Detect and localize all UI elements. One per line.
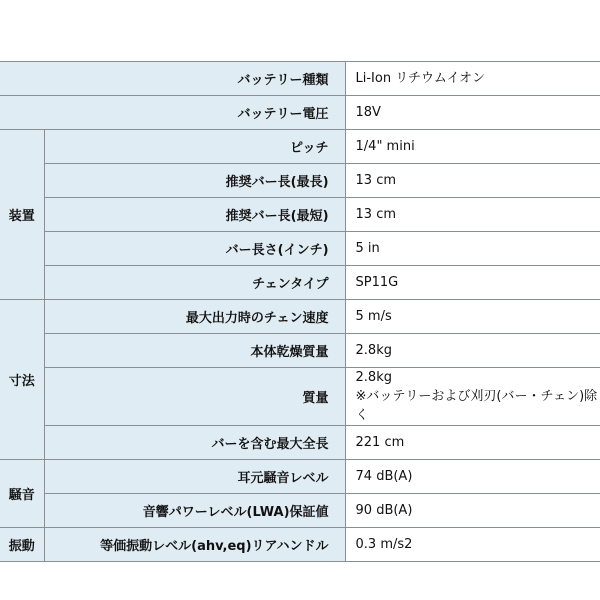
table-row xyxy=(0,368,600,426)
table-row xyxy=(0,460,600,494)
table-row xyxy=(0,130,600,164)
row-value: 2.8kg xyxy=(345,334,600,368)
table-row xyxy=(0,232,600,266)
row-label: ピッチ xyxy=(44,130,345,164)
spec-table xyxy=(0,61,600,562)
row-label: 音響パワーレベル(LWA)保証値 xyxy=(44,494,345,528)
row-label: 耳元騒音レベル xyxy=(44,460,345,494)
row-value: 221 cm xyxy=(345,426,600,460)
category-noise: 騒音 xyxy=(0,460,44,528)
row-label: バッテリー種類 xyxy=(0,62,345,96)
row-label: 推奨バー長(最短) xyxy=(44,198,345,232)
value-text: 2.8kg xyxy=(355,370,392,385)
row-value xyxy=(345,368,600,426)
row-value: 13 cm xyxy=(345,164,600,198)
row-value: 1/4" mini xyxy=(345,130,600,164)
value-note: ※バッテリーおよび刈刃(バー・チェン)除く xyxy=(355,389,598,423)
table-row xyxy=(0,164,600,198)
table-row xyxy=(0,198,600,232)
row-label: 等価振動レベル(ahv,eq)リアハンドル xyxy=(44,528,345,562)
table-row xyxy=(0,528,600,562)
row-value: 5 m/s xyxy=(345,300,600,334)
row-value: Li-Ion リチウムイオン xyxy=(345,62,600,96)
table-row xyxy=(0,96,600,130)
table-row xyxy=(0,266,600,300)
table-row xyxy=(0,494,600,528)
row-label: バッテリー電圧 xyxy=(0,96,345,130)
row-label: バーを含む最大全長 xyxy=(44,426,345,460)
row-label: 質量 xyxy=(44,368,345,426)
table-row xyxy=(0,334,600,368)
row-value: 74 dB(A) xyxy=(345,460,600,494)
row-label: バー長さ(インチ) xyxy=(44,232,345,266)
category-device: 装置 xyxy=(0,130,44,300)
row-value: 90 dB(A) xyxy=(345,494,600,528)
row-label: 推奨バー長(最長) xyxy=(44,164,345,198)
row-label: 最大出力時のチェン速度 xyxy=(44,300,345,334)
row-value: SP11G xyxy=(345,266,600,300)
category-dimensions: 寸法 xyxy=(0,300,44,460)
table-row xyxy=(0,300,600,334)
table-row xyxy=(0,62,600,96)
row-value: 13 cm xyxy=(345,198,600,232)
category-vibration: 振動 xyxy=(0,528,44,562)
row-label: 本体乾燥質量 xyxy=(44,334,345,368)
table-row xyxy=(0,426,600,460)
row-label: チェンタイプ xyxy=(44,266,345,300)
row-value: 18V xyxy=(345,96,600,130)
row-value: 5 in xyxy=(345,232,600,266)
row-value: 0.3 m/s2 xyxy=(345,528,600,562)
